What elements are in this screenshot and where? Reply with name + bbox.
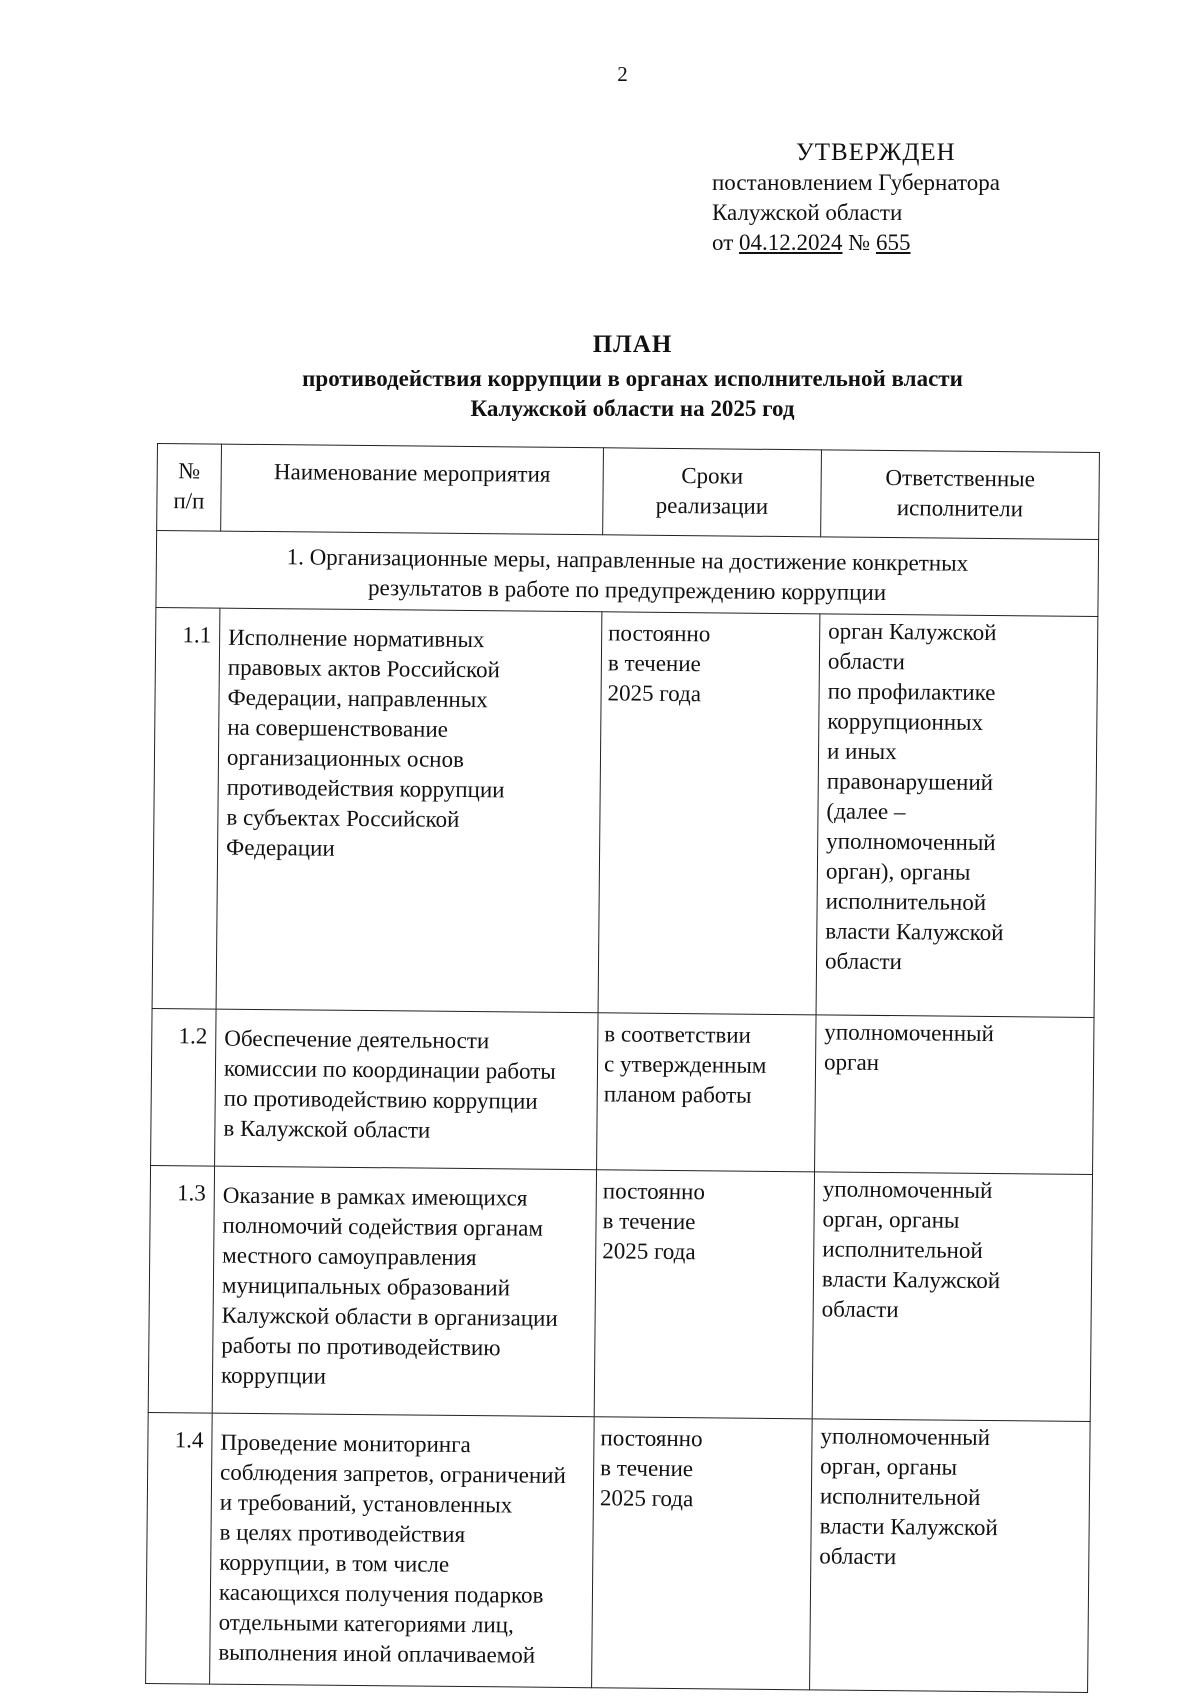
section-title: 1. Организационные меры, направленные на достижение конкретных результатов в работе по предупреждению коррупции	[156, 531, 1099, 617]
header-term: Сроки реализации	[603, 448, 822, 537]
approval-title: УТВЕРЖДЕН	[796, 139, 956, 166]
approval-date-line	[712, 228, 1000, 258]
row-name: Обеспечение деятельности комиссии по координации работы по противодействию коррупции в Калужской области	[215, 1009, 598, 1170]
row-term: постоянно в течение 2025 года	[598, 612, 820, 1015]
document-title: ПЛАН	[592, 331, 673, 358]
approval-number-prefix: №	[848, 230, 871, 255]
approval-line-1: постановлением Губернатора	[712, 170, 1000, 195]
section-row	[156, 531, 1099, 617]
table-row	[151, 1008, 1094, 1174]
row-term: постоянно в течение 2025 года	[594, 1170, 814, 1419]
header-name: Наименование мероприятия	[221, 444, 604, 535]
header-num: № п/п	[157, 444, 222, 532]
page-number: 2	[617, 62, 628, 86]
row-name: Оказание в рамках имеющихся полномочий содействия органам местного самоуправления муниципальных образований Калужской области в организации работы по противодействию коррупции	[212, 1166, 596, 1417]
row-term: постоянно в течение 2025 года	[592, 1417, 813, 1690]
approval-date: 04.12.2024	[739, 230, 843, 255]
plan-table	[145, 443, 1100, 1693]
approval-block	[712, 138, 1000, 258]
approval-date-prefix: от	[712, 230, 734, 255]
document-subtitle-line-2: Калужской области на 2025 год	[470, 396, 795, 421]
row-name: Исполнение нормативных правовых актов Российской Федерации, направленных на совершенствование организационных основ противодействия коррупции в субъектах Российской Федерации	[216, 608, 602, 1013]
row-responsible: орган Калужской области по профилактике коррупционных и иных правонарушений (далее – уполномоченный орган), органы исполнительной власти Калужской области	[816, 614, 1098, 1018]
table-row	[146, 1412, 1091, 1692]
table-row	[148, 1165, 1092, 1421]
table-row	[152, 607, 1098, 1017]
approval-line-2: Калужской области	[712, 200, 903, 225]
row-name: Проведение мониторинга соблюдения запретов, ограничений и требований, установленных в целях противодействия коррупции, в том числе касающихся получения подарков отдельными категориями лиц, выполнения иной оплачиваемой	[210, 1413, 595, 1688]
table-header-row	[157, 444, 1100, 540]
document-subtitle-line-1: противодействия коррупции в органах исполнительной власти	[302, 366, 963, 391]
row-responsible: уполномоченный орган, органы исполнительной власти Калужской области	[810, 1419, 1091, 1693]
row-num: 1.1	[152, 607, 220, 1009]
header-responsible: Ответственные исполнители	[821, 450, 1100, 540]
document-heading	[0, 330, 1200, 424]
row-num: 1.4	[146, 1412, 213, 1684]
row-responsible: уполномоченный орган, органы исполнительной власти Калужской области	[812, 1172, 1092, 1422]
row-responsible: уполномоченный орган	[815, 1015, 1094, 1175]
approval-number: 655	[875, 230, 911, 255]
row-num: 1.2	[151, 1008, 217, 1166]
row-num: 1.3	[148, 1165, 214, 1413]
row-term: в соответствии с утвержденным планом работы	[597, 1013, 816, 1172]
